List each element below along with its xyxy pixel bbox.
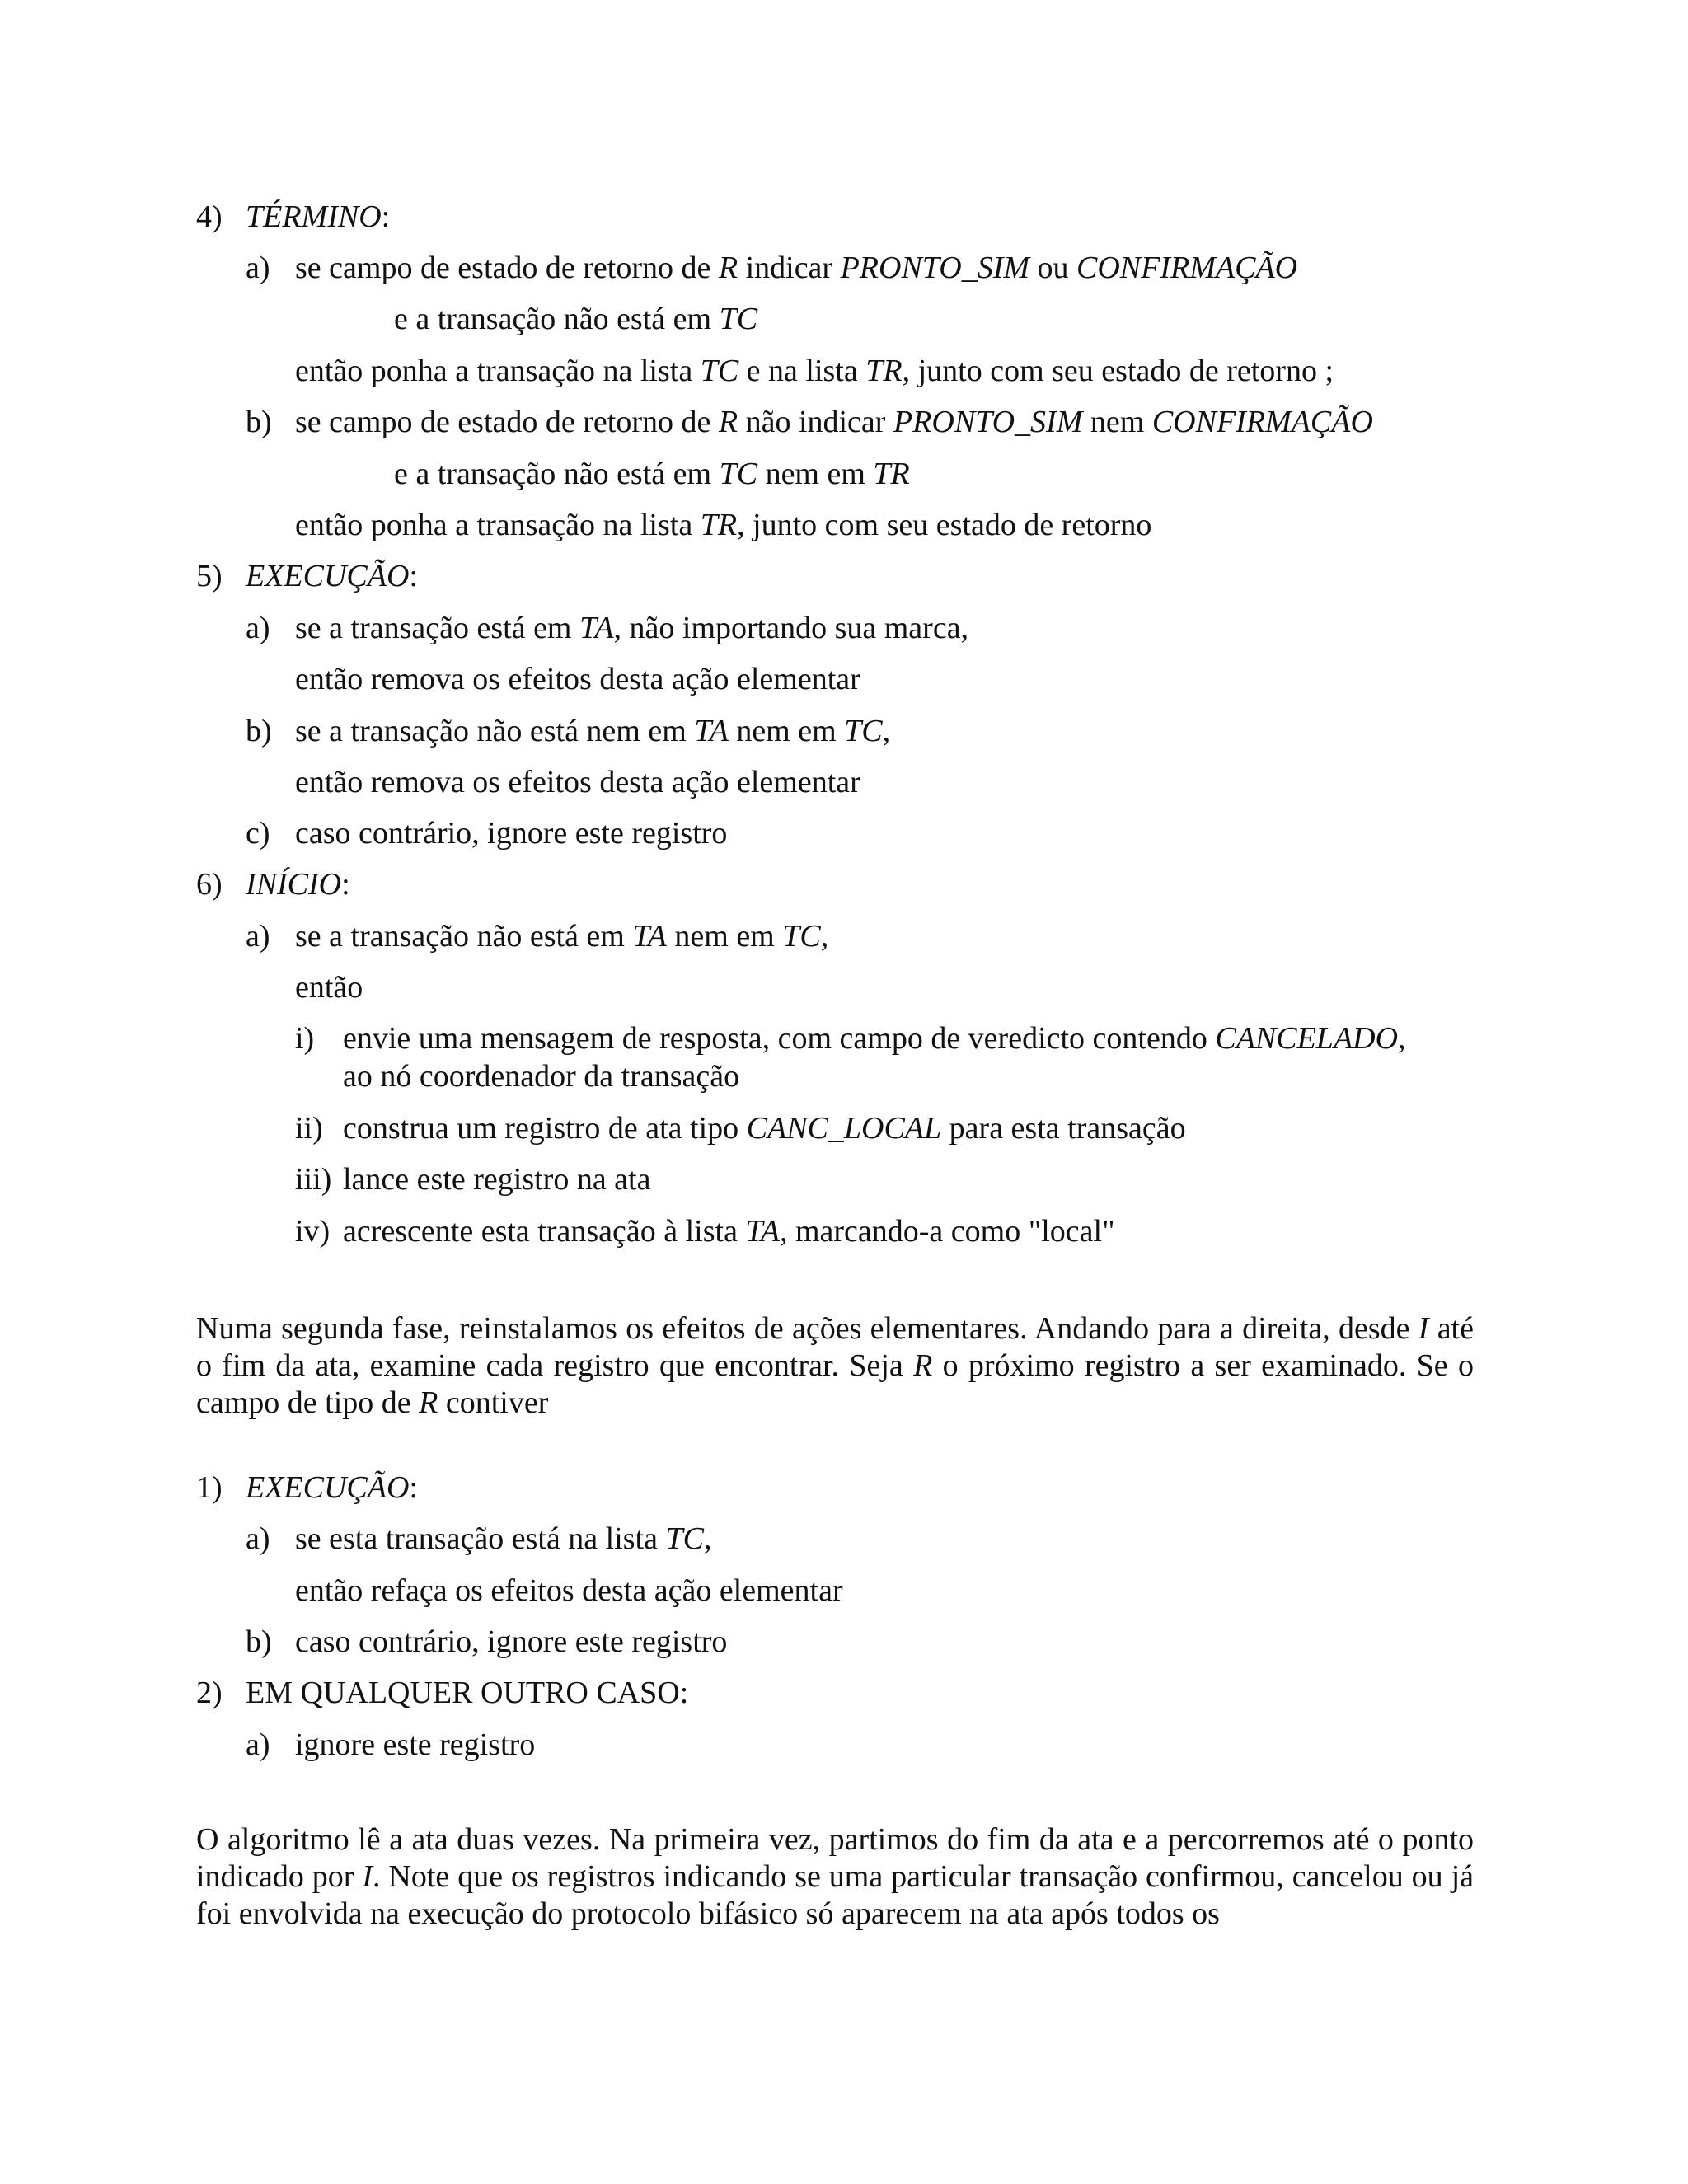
list-item-text: acrescente esta transação à lista TA, marcando-a como "local" xyxy=(343,1214,1115,1249)
item-letter: a) xyxy=(246,1727,270,1762)
list-item-text: então xyxy=(295,970,363,1005)
item-roman: ii) xyxy=(295,1111,323,1146)
list-item-text: ao nó coordenador da transação xyxy=(343,1059,740,1094)
item-number: 2) xyxy=(196,1675,223,1710)
list-item-text: então remova os efeitos desta ação elementar xyxy=(295,765,860,799)
list-item-text: ignore este registro xyxy=(295,1727,536,1762)
item-letter: b) xyxy=(246,714,272,748)
section-heading-termino: TÉRMINO: xyxy=(246,199,391,234)
item-number: 1) xyxy=(196,1470,223,1505)
item-letter: a) xyxy=(246,919,270,954)
item-number: 4) xyxy=(196,199,223,234)
item-roman: iii) xyxy=(295,1162,332,1197)
list-item-text: se a transação está em TA, não importando sua marca, xyxy=(295,611,969,645)
item-letter: a) xyxy=(246,1521,270,1556)
list-item-text: se esta transação está na lista TC, xyxy=(295,1521,712,1556)
list-item-text: então remova os efeitos desta ação elementar xyxy=(295,662,860,696)
list-item-text: lance este registro na ata xyxy=(343,1162,651,1197)
item-letter: a) xyxy=(246,251,270,285)
item-letter: a) xyxy=(246,611,270,645)
item-letter: c) xyxy=(246,816,270,851)
item-roman: i) xyxy=(295,1021,315,1056)
list-item-text: então ponha a transação na lista TC e na lista TR, junto com seu estado de retorno ; xyxy=(295,354,1334,388)
list-item-text: caso contrário, ignore este registro xyxy=(295,816,728,851)
section-heading-execucao: EXECUÇÃO: xyxy=(246,559,418,593)
body-paragraph: O algoritmo lê a ata duas vezes. Na primeira vez, partimos do fim da ata e a percorremos até o ponto indicado por I. Note que os registros indicando se uma particular transação confirmou, cancelou ou já foi envolvida na execução do protocolo bifásico só aparecem na ata após todos os xyxy=(196,1822,1474,1931)
list-item-text: e a transação não está em TC xyxy=(394,302,758,336)
list-item-text: se campo de estado de retorno de R indicar PRONTO_SIM ou CONFIRMAÇÃO xyxy=(295,251,1298,285)
item-number: 6) xyxy=(196,867,223,902)
list-item-text: e a transação não está em TC nem em TR xyxy=(394,457,910,491)
list-item-text: se a transação não está nem em TA nem em TC, xyxy=(295,714,891,748)
item-letter: b) xyxy=(246,405,272,439)
list-item-text: envie uma mensagem de resposta, com campo de veredicto contendo CANCELADO, xyxy=(343,1021,1406,1056)
item-letter: b) xyxy=(246,1624,272,1659)
list-item-text: construa um registro de ata tipo CANC_LOCAL para esta transação xyxy=(343,1111,1186,1146)
list-item-text: se campo de estado de retorno de R não indicar PRONTO_SIM nem CONFIRMAÇÃO xyxy=(295,405,1373,439)
list-item-text: então refaça os efeitos desta ação elementar xyxy=(295,1573,843,1608)
section-heading-execucao: EXECUÇÃO: xyxy=(246,1470,418,1505)
item-roman: iv) xyxy=(295,1214,331,1249)
list-item-text: se a transação não está em TA nem em TC, xyxy=(295,919,829,954)
list-item-text: então ponha a transação na lista TR, junto com seu estado de retorno xyxy=(295,508,1152,542)
section-heading-inicio: INÍCIO: xyxy=(246,867,350,902)
section-heading-em-qualquer-outro-caso: EM QUALQUER OUTRO CASO: xyxy=(246,1675,689,1710)
item-number: 5) xyxy=(196,559,223,593)
body-paragraph: Numa segunda fase, reinstalamos os efeitos de ações elementares. Andando para a direita, desde I até o fim da ata, examine cada registro que encontrar. Seja R o próximo registro a ser examinado. Se o campo de tipo de R contiver xyxy=(196,1311,1474,1420)
list-item-text: caso contrário, ignore este registro xyxy=(295,1624,728,1659)
